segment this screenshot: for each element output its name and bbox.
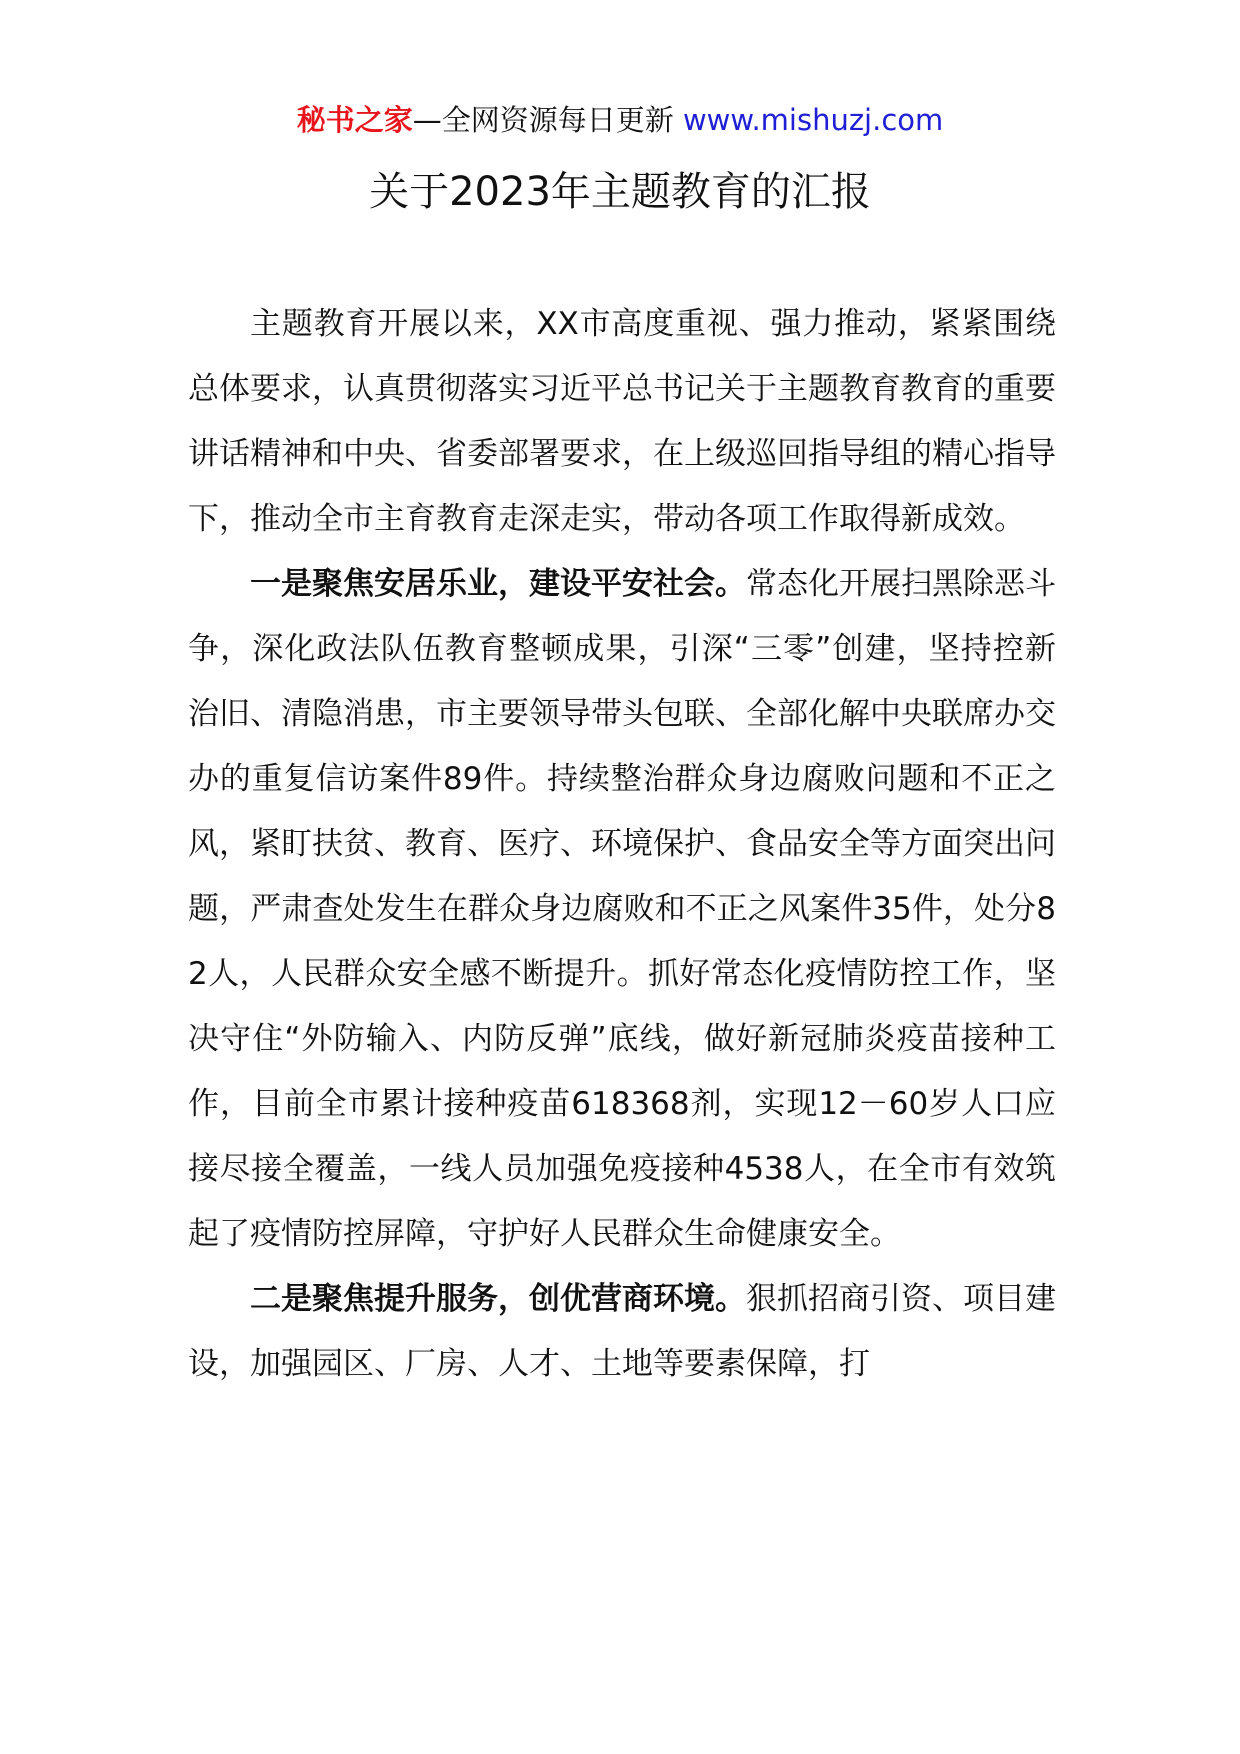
section-lead-2: 二是聚焦提升服务，创优营商环境。	[250, 1281, 746, 1317]
section-body-1: 常态化开展扫黑除恶斗争，深化政法队伍教育整顿成果，引深“三零”创建，坚持控新治旧、清隐消患，市主要领导带头包联、全部化解中央联席办交办的重复信访案件89件。持续整治群众身边腐败问题和不正之风，紧盯扶贫、教育、医疗、环境保护、食品安全等方面突出问题，严肃查处发生在群众身边腐败和不正之风案件35件，处分82人，人民群众安全感不断提升。抓好常态化疫情防控工作，坚决守住“外防输入、内防反弹”底线，做好新冠肺炎疫苗接种工作，目前全市累计接种疫苗618368剂，实现12－60岁人口应接尽接全覆盖，一线人员加强免疫接种4538人，在全市有效筑起了疫情防控屏障，守护好人民群众生命健康安全。	[188, 566, 1056, 1252]
site-slogan: —全网资源每日更新	[412, 103, 683, 137]
site-url-link[interactable]: www.mishuzj.com	[682, 103, 944, 137]
intro-paragraph: 主题教育开展以来，XX市高度重视、强力推动，紧紧围绕总体要求，认真贯彻落实习近平总书记关于主题教育教育的重要讲话精神和中央、省委部署要求，在上级巡回指导组的精心指导下，推动全市主育教育走深走实，带动各项工作取得新成效。	[188, 306, 1056, 537]
document-body	[188, 292, 1056, 1397]
section-paragraph-2	[188, 1267, 1056, 1397]
section-paragraph-1	[188, 552, 1056, 1267]
section-lead-1: 一是聚焦安居乐业，建设平安社会。	[250, 566, 746, 602]
section-body-2: 狠抓招商引资、项目建设，加强园区、厂房、人才、土地等要素保障，打	[188, 1281, 1056, 1382]
brand-name: 秘书之家	[296, 103, 413, 137]
document-title: 关于2023年主题教育的汇报	[369, 169, 871, 215]
site-header	[0, 98, 1240, 142]
